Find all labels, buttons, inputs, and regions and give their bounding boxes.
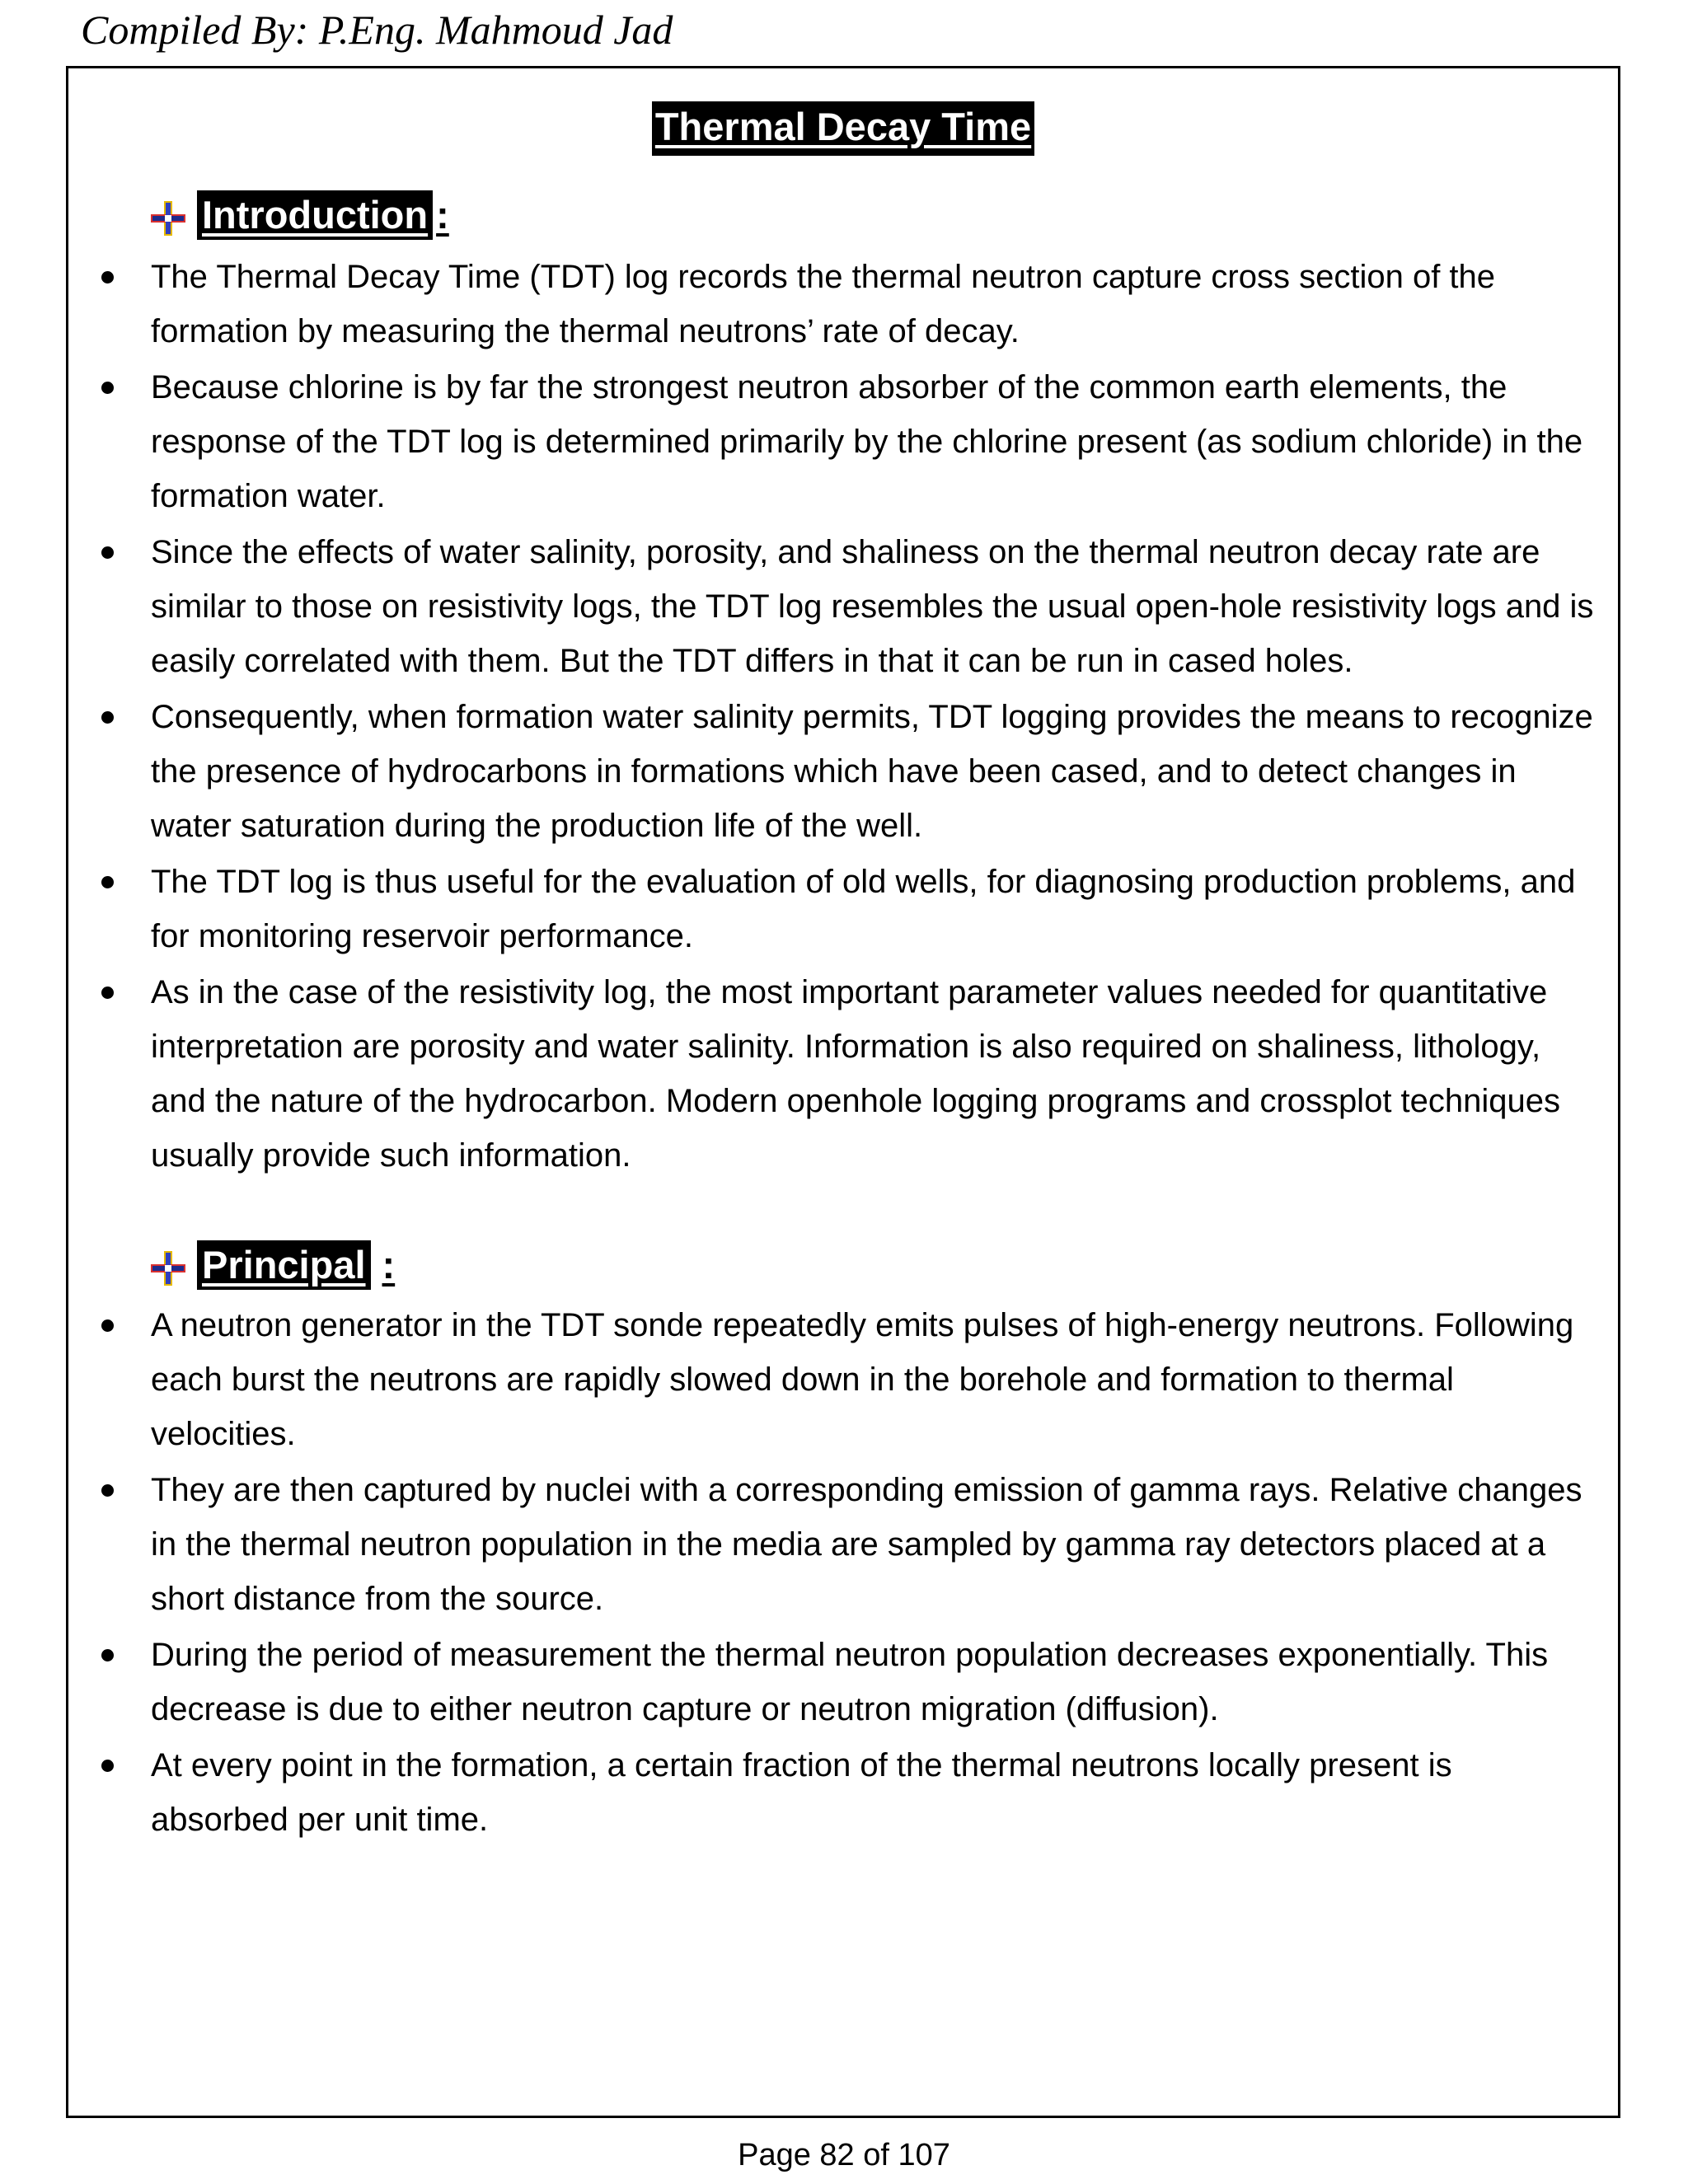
section-heading-introduction <box>151 190 449 240</box>
list-item <box>68 250 1623 359</box>
bullet-text: At every point in the formation, a certain fraction of the thermal neutrons locally present is absorbed per unit time. <box>151 1747 1452 1838</box>
four-point-star-icon <box>151 1248 185 1282</box>
four-point-star-icon <box>151 198 185 232</box>
bullet-dot-icon <box>101 1760 114 1772</box>
bullet-dot-icon <box>101 1649 114 1661</box>
bullet-text: Because chlorine is by far the strongest neutron absorber of the common earth elements, the response of the TDT log is determined primarily by the chlorine present (as sodium chloride) in the formation water. <box>151 369 1583 514</box>
bullet-dot-icon <box>101 546 114 559</box>
bullet-dot-icon <box>101 1319 114 1332</box>
bullet-text: A neutron generator in the TDT sonde repeatedly emits pulses of high-energy neutrons. Following each burst the neutrons are rapidly slowed down in the borehole and formation to thermal velocities. <box>151 1307 1574 1452</box>
list-item <box>68 1463 1623 1626</box>
bullet-text: The Thermal Decay Time (TDT) log records the thermal neutron capture cross section of the formation by measuring the thermal neutrons’ rate of decay. <box>151 259 1496 349</box>
list-item <box>68 855 1623 963</box>
bullet-dot-icon <box>101 987 114 999</box>
page-border-frame <box>66 66 1620 2118</box>
bullet-dot-icon <box>101 382 114 394</box>
section-heading-colon: : <box>436 193 449 237</box>
section-heading-label: Principal <box>197 1240 371 1290</box>
list-item <box>68 1298 1623 1461</box>
page-title-container <box>68 101 1618 156</box>
list-item <box>68 1628 1623 1736</box>
section-heading-principal <box>151 1240 395 1290</box>
bullet-text: Since the effects of water salinity, porosity, and shaliness on the thermal neutron decay rate are similar to those on resistivity logs, the TDT log resembles the usual open-hole resistivity logs and is easily correlated with them. But the TDT differs in that it can be run in cased holes. <box>151 534 1594 679</box>
page-title: Thermal Decay Time <box>652 101 1034 156</box>
bullet-text: They are then captured by nuclei with a corresponding emission of gamma rays. Relative changes in the thermal neutron population in the media are sampled by gamma ray detectors placed at a short distance from the source. <box>151 1472 1582 1617</box>
introduction-bullet-list <box>68 250 1623 1184</box>
bullet-text: As in the case of the resistivity log, the most important parameter values needed for quantitative interpretation are porosity and water salinity. Information is also required on shaliness, lithology, and the nature of the hydrocarbon. Modern openhole logging programs and crossplot techniques usually provide such information. <box>151 974 1561 1174</box>
bullet-dot-icon <box>101 711 114 724</box>
section-heading-colon: : <box>382 1243 396 1286</box>
bullet-dot-icon <box>101 876 114 888</box>
list-item <box>68 1738 1623 1847</box>
bullet-text: Consequently, when formation water salinity permits, TDT logging provides the means to recognize the presence of hydrocarbons in formations which have been cased, and to detect changes in water saturation during the production life of the well. <box>151 699 1593 844</box>
list-item <box>68 965 1623 1183</box>
compiled-by-header: Compiled By: P.Eng. Mahmoud Jad <box>81 7 673 53</box>
list-item <box>68 525 1623 688</box>
bullet-text: During the period of measurement the thermal neutron population decreases exponentially. This decrease is due to either neutron capture or neutron migration (diffusion). <box>151 1637 1549 1727</box>
list-item <box>68 360 1623 523</box>
bullet-text: The TDT log is thus useful for the evaluation of old wells, for diagnosing production problems, and for monitoring reservoir performance. <box>151 864 1576 954</box>
list-item <box>68 690 1623 853</box>
page-number: Page 82 of 107 <box>738 2138 950 2172</box>
bullet-dot-icon <box>101 271 114 284</box>
bullet-dot-icon <box>101 1484 114 1497</box>
section-heading-label: Introduction <box>197 190 433 240</box>
principal-bullet-list <box>68 1298 1623 1849</box>
